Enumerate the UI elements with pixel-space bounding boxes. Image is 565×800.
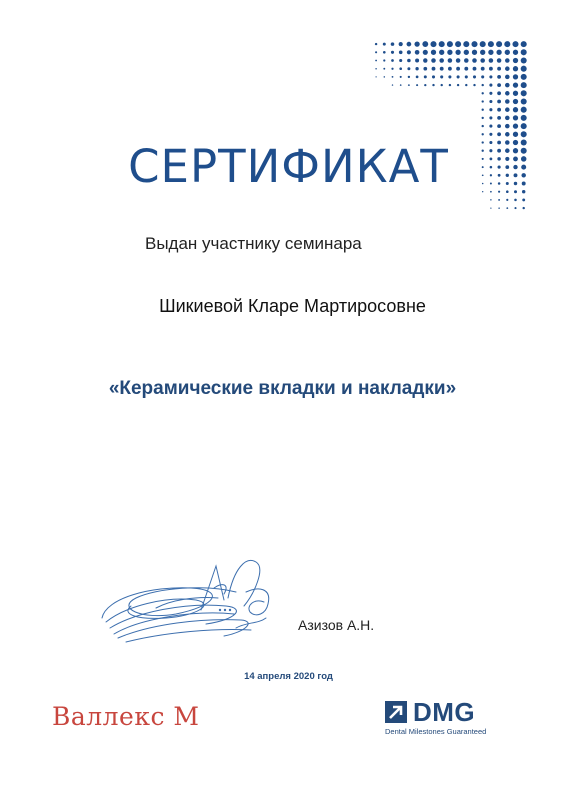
pattern-dot — [521, 123, 527, 129]
pattern-dot — [399, 67, 402, 70]
pattern-dot — [521, 74, 527, 80]
pattern-dot — [391, 68, 393, 70]
pattern-dot — [383, 59, 385, 61]
pattern-dot — [506, 207, 508, 209]
pattern-dot — [521, 98, 527, 104]
dmg-name: DMG — [413, 697, 476, 727]
pattern-dot — [513, 99, 518, 104]
pattern-dot — [473, 67, 477, 71]
pattern-dot — [447, 41, 453, 47]
pattern-dot — [513, 74, 518, 79]
signature-image — [96, 548, 286, 648]
pattern-dot — [473, 75, 476, 78]
pattern-dot — [497, 124, 501, 128]
pattern-dot — [422, 41, 428, 47]
pattern-dot — [456, 67, 460, 71]
pattern-dot — [488, 50, 493, 55]
pattern-dot — [489, 100, 492, 103]
pattern-dot — [455, 50, 460, 55]
pattern-dot — [482, 109, 484, 111]
pattern-dot — [482, 100, 484, 102]
pattern-dot — [514, 199, 517, 202]
pattern-dot — [481, 75, 484, 78]
pattern-dot — [430, 41, 436, 47]
pattern-dot — [489, 75, 492, 78]
pattern-dot — [490, 207, 491, 208]
pattern-dot — [399, 59, 402, 62]
pattern-dot — [375, 43, 377, 45]
pattern-dot — [399, 50, 403, 54]
pattern-dot — [512, 41, 518, 47]
pattern-dot — [489, 84, 492, 87]
pattern-dot — [415, 59, 419, 63]
recipient-name: Шикиевой Кларе Мартиросовне — [159, 296, 426, 316]
pattern-dot — [440, 67, 444, 71]
pattern-dot — [383, 68, 385, 70]
pattern-dot — [400, 76, 402, 78]
signer-name: Азизов А.Н. — [298, 617, 375, 633]
pattern-dot — [408, 84, 410, 86]
pattern-dot — [521, 90, 527, 96]
pattern-dot — [463, 41, 469, 47]
pattern-dot — [471, 41, 477, 47]
pattern-dot — [439, 50, 444, 55]
pattern-dot — [439, 58, 444, 63]
pattern-dot — [457, 75, 460, 78]
dmg-logo-row — [385, 697, 525, 727]
pattern-dot — [489, 133, 492, 136]
pattern-dot — [497, 132, 501, 136]
pattern-dot — [490, 199, 491, 200]
pattern-dot — [448, 67, 452, 71]
pattern-dot — [455, 41, 461, 47]
pattern-dot — [407, 50, 411, 54]
pattern-dot — [513, 66, 518, 71]
pattern-dot — [513, 123, 518, 128]
pattern-dot — [482, 125, 484, 127]
pattern-dot — [448, 58, 453, 63]
pattern-dot — [472, 50, 477, 55]
pattern-dot — [489, 58, 494, 63]
pattern-dot — [447, 50, 452, 55]
pattern-dot — [432, 67, 436, 71]
pattern-dot — [375, 51, 377, 53]
pattern-dot — [375, 76, 376, 77]
pattern-dot — [496, 41, 502, 47]
pattern-dot — [505, 66, 510, 71]
pattern-dot — [482, 117, 484, 119]
pattern-dot — [448, 75, 451, 78]
pattern-dot — [449, 84, 451, 86]
pattern-dot — [464, 67, 468, 71]
pattern-dot — [521, 66, 527, 72]
pattern-dot — [497, 91, 501, 95]
pattern-dot — [400, 84, 402, 86]
pattern-dot — [513, 91, 518, 96]
pattern-dot — [505, 132, 510, 137]
pattern-dot — [521, 131, 527, 137]
pattern-dot — [521, 115, 527, 121]
pattern-dot — [488, 41, 494, 47]
pattern-dot — [456, 58, 461, 63]
pattern-dot — [414, 41, 419, 46]
pattern-dot — [506, 199, 508, 201]
pattern-dot — [424, 84, 426, 86]
dmg-logo — [385, 697, 525, 736]
pattern-dot — [513, 82, 518, 87]
pattern-dot — [440, 75, 443, 78]
pattern-dot — [457, 84, 459, 86]
pattern-dot — [464, 50, 469, 55]
pattern-dot — [423, 67, 427, 71]
pattern-dot — [513, 50, 518, 55]
pattern-dot — [513, 132, 518, 137]
pattern-dot — [441, 84, 443, 86]
pattern-dot — [431, 58, 436, 63]
pattern-dot — [432, 84, 434, 86]
pattern-dot — [489, 116, 492, 119]
pattern-dot — [521, 57, 527, 63]
pattern-dot — [408, 76, 410, 78]
pattern-dot — [392, 84, 393, 85]
pattern-dot — [416, 84, 418, 86]
pattern-dot — [423, 58, 427, 62]
pattern-dot — [399, 42, 403, 46]
pattern-dot — [415, 50, 420, 55]
pattern-dot — [513, 107, 518, 112]
course-title: «Керамические вкладки и накладки» — [108, 378, 457, 399]
pattern-dot — [415, 67, 418, 70]
pattern-dot — [504, 41, 510, 47]
pattern-dot — [505, 83, 510, 88]
dmg-tagline: Dental Milestones Guaranteed — [385, 727, 487, 736]
pattern-dot — [497, 67, 501, 71]
certificate-date: 14 апреля 2020 год — [244, 671, 333, 682]
pattern-dot — [391, 51, 394, 54]
pattern-dot — [497, 58, 502, 63]
issued-text: Выдан участнику семинара — [145, 234, 362, 253]
pattern-dot — [514, 207, 516, 209]
pattern-dot — [464, 58, 469, 63]
pattern-dot — [505, 58, 510, 63]
vallex-logo: Валлекс М — [52, 702, 200, 731]
pattern-dot — [383, 43, 386, 46]
dmg-arrow-icon — [385, 701, 407, 723]
pattern-dot — [505, 75, 510, 80]
pattern-dot — [489, 92, 492, 95]
pattern-dot — [416, 76, 419, 79]
pattern-dot — [375, 60, 377, 62]
pattern-dot — [439, 41, 445, 47]
pattern-dot — [482, 92, 484, 94]
pattern-dot — [497, 75, 501, 79]
pattern-dot — [489, 108, 492, 111]
pattern-dot — [472, 58, 477, 63]
pattern-dot — [480, 50, 485, 55]
pattern-dot — [498, 199, 500, 201]
pattern-dot — [384, 76, 386, 78]
pattern-dot — [497, 83, 501, 87]
pattern-dot — [481, 67, 485, 71]
pattern-dot — [522, 198, 525, 201]
pattern-dot — [423, 50, 428, 55]
pattern-dot — [521, 49, 527, 55]
pattern-dot — [523, 207, 525, 209]
pattern-dot — [521, 41, 527, 47]
pattern-dot — [505, 124, 510, 129]
pattern-dot — [496, 50, 501, 55]
pattern-dot — [391, 59, 394, 62]
pattern-dot — [424, 75, 427, 78]
pattern-dot — [392, 76, 394, 78]
pattern-dot — [407, 67, 410, 70]
pattern-dot — [407, 42, 412, 47]
pattern-dot — [465, 75, 468, 78]
pattern-dot — [513, 115, 518, 120]
pattern-dot — [383, 51, 386, 54]
pattern-dot — [498, 207, 500, 209]
pattern-dot — [465, 84, 467, 86]
pattern-dot — [497, 108, 501, 112]
pattern-dot — [480, 58, 485, 63]
pattern-dot — [482, 133, 484, 135]
pattern-dot — [505, 50, 510, 55]
pattern-dot — [391, 42, 395, 46]
pattern-dot — [521, 107, 527, 113]
pattern-dot — [521, 82, 527, 88]
pattern-dot — [407, 59, 411, 63]
pattern-dot — [513, 58, 518, 63]
pattern-dot — [505, 91, 510, 96]
pattern-dot — [505, 116, 510, 121]
pattern-dot — [375, 68, 377, 70]
pattern-dot — [431, 50, 436, 55]
certificate-title: СЕРТИФИКАТ — [128, 140, 449, 193]
pattern-dot — [480, 41, 486, 47]
pattern-dot — [473, 84, 475, 86]
pattern-dot — [497, 116, 501, 120]
pattern-dot — [489, 67, 493, 71]
pattern-dot — [489, 125, 492, 128]
pattern-dot — [505, 107, 510, 112]
pattern-dot — [505, 99, 510, 104]
pattern-dot — [432, 75, 435, 78]
pattern-dot — [482, 84, 484, 86]
pattern-dot — [497, 100, 501, 104]
